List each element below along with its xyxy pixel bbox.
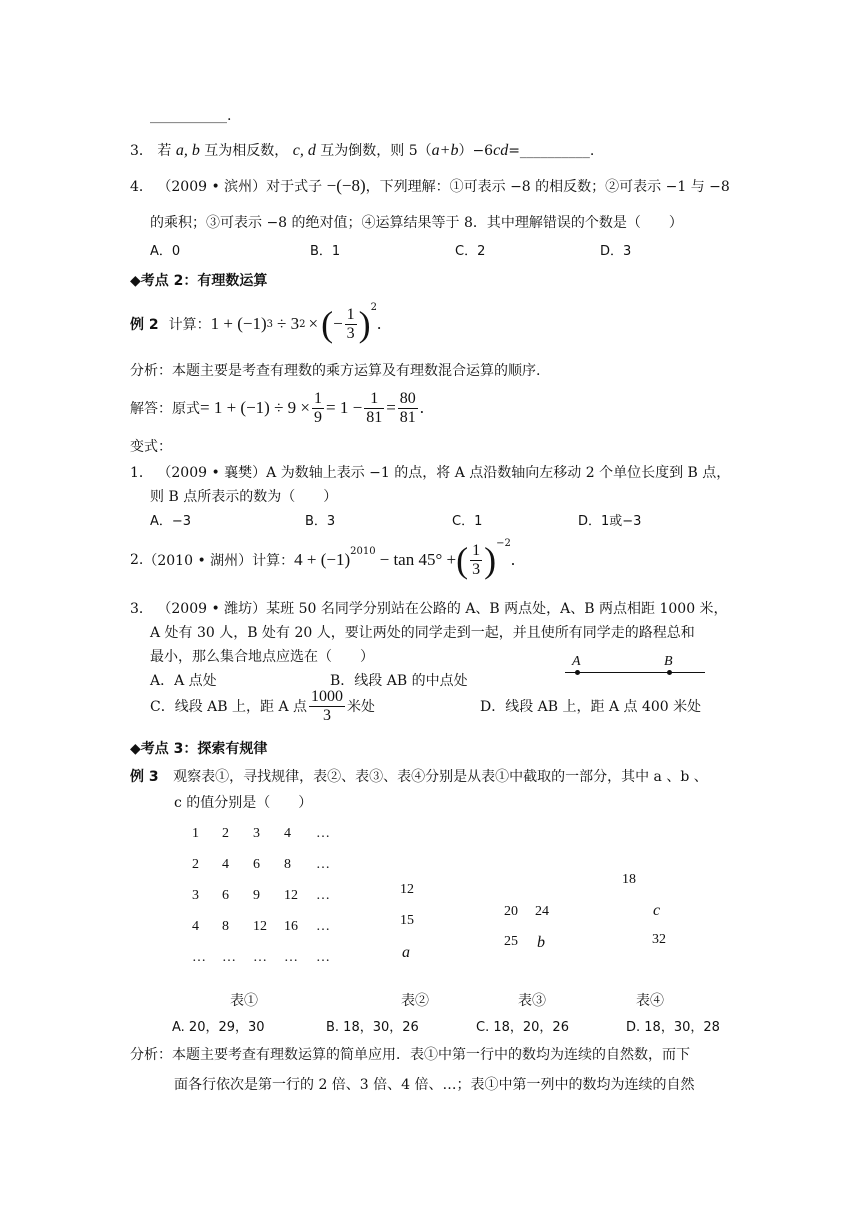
example-label: 例 3 (130, 769, 159, 785)
table-label-2: 表② (401, 993, 429, 1009)
q3-blank: =__________. (508, 143, 595, 159)
numerator: 1 (346, 305, 355, 323)
table1-cell: … (316, 950, 330, 965)
table3-cell: 24 (535, 904, 549, 919)
question-number: 1． (130, 465, 153, 481)
table3-cell: b (537, 934, 545, 951)
v3-option-c-text: 米处 (347, 699, 376, 715)
example-2 (130, 302, 381, 346)
table-label-1: 表① (230, 993, 258, 1009)
solution-label: 解答：原式 (130, 401, 200, 417)
table4-cell: 18 (622, 872, 636, 887)
table1-cell: … (316, 888, 330, 903)
table-label-4: 表④ (636, 993, 664, 1009)
numerator: 1 (364, 390, 384, 409)
point-a-label: A (572, 654, 581, 669)
table1-cell: … (284, 950, 298, 965)
q4-line2: 的乘积；③可表示 −8 的绝对值；④运算结果等于 8．其中理解错误的个数是（ ） (150, 215, 683, 231)
ex2-times: × (308, 314, 319, 333)
v2-fraction (470, 542, 482, 579)
ex2-exp: 2 (299, 318, 306, 330)
variant-3 (130, 598, 728, 618)
v1-option-b: B．3 (305, 514, 336, 529)
ex3-line2: c 的值分别是（ ） (174, 795, 313, 811)
table1-cell: 2 (222, 826, 229, 841)
table2-cell: 12 (400, 882, 414, 897)
table3-cell: 25 (504, 934, 518, 949)
ex2-neg: − (333, 314, 343, 333)
analysis-2: 分析：本题主要是考查有理数的乘方运算及有理数混合运算的顺序. (130, 363, 541, 379)
question-number: 4． (130, 179, 153, 195)
v1-option-d: D．1或−3 (578, 514, 642, 529)
sol2-eq: = (386, 398, 396, 417)
ex3-option-d: D. 18，30，28 (626, 1020, 720, 1035)
sol2-fraction (364, 390, 384, 427)
v3-line1: （2009 • 潍坊）某班 50 名同学分别站在公路的 A、B 两点处，A、B 两点相距 1000 米， (157, 601, 728, 617)
table1-cell: … (253, 950, 267, 965)
table1-cell: 8 (222, 919, 229, 934)
v2-expr: 4 + (−1) (294, 550, 351, 569)
question-number: 2. (130, 552, 144, 568)
variant-2 (130, 538, 515, 582)
table1-cell: 4 (284, 826, 291, 841)
q4-expr: −(−8) (326, 176, 366, 195)
question-4 (130, 176, 730, 196)
number-line (565, 672, 705, 673)
ex2-expr: ÷ 3 (277, 314, 300, 333)
question-number: 3． (130, 601, 153, 617)
v3-fraction (309, 688, 345, 725)
v2-end: . (510, 550, 516, 569)
table1-cell: 4 (222, 857, 229, 872)
v3-line2: A 处有 30 人，B 处有 20 人，要让两处的同学走到一起，并且使所有同学走的路程总和 (150, 625, 695, 641)
table1-cell: … (222, 950, 236, 965)
right-paren: ) (358, 304, 371, 344)
table3-cell: 20 (504, 904, 518, 919)
sol2-expr: = 1 + (−1) ÷ 9 × (200, 398, 311, 417)
v3-option-c-text: C．线段 AB 上，距 A 点 (150, 699, 308, 715)
q4-option-c: C．2 (455, 244, 486, 259)
v2-exp: 2010 (350, 546, 376, 557)
denominator: 81 (366, 408, 383, 426)
table1-cell: … (192, 950, 206, 965)
q4-option-d: D．3 (600, 244, 632, 259)
question-number: 3． (130, 143, 153, 159)
solution-2 (130, 388, 424, 428)
numerator: 80 (399, 389, 416, 407)
v1-line1: （2009 • 襄樊）A 为数轴上表示 −1 的点，将 A 点沿数轴向左移动 2 个单位长度到 B 点， (157, 465, 731, 481)
q3-text: 互为相反数， (204, 143, 289, 159)
table1-cell: 9 (253, 888, 260, 903)
v3-option-a: A．A 点处 (150, 673, 217, 689)
q3-text: 若 (157, 143, 172, 159)
point-b-label: B (664, 654, 673, 669)
q4-option-a: A．0 (150, 244, 181, 259)
ex2-dot: . (377, 314, 382, 333)
v3-option-c (150, 686, 375, 726)
ex2-outer-exp: 2 (370, 302, 378, 313)
q3-text: 互为倒数，则 5（ (320, 143, 432, 159)
analysis-3-line2: 面各行依次是第一行的 2 倍、3 倍、4 倍、…；表①中第一列中的数均为连续的自然 (174, 1077, 695, 1093)
q3-var-cd: c, d (292, 142, 316, 159)
table1-cell: 6 (222, 888, 229, 903)
section-heading-2: ◆考点 2：有理数运算 (130, 273, 268, 289)
section-heading-3: ◆考点 3：探索有规律 (130, 741, 268, 757)
variant-1 (130, 462, 730, 482)
q4-source: （2009 • 滨州）对于式子 (157, 179, 323, 195)
ex3-option-c: C. 18，20，26 (476, 1020, 569, 1035)
numerator: 1000 (311, 687, 344, 705)
point-b-dot (667, 670, 672, 675)
ex3-option-b: B. 18，30，26 (326, 1020, 419, 1035)
example-3 (130, 766, 708, 786)
table2-cell: 15 (400, 913, 414, 928)
sol2-fraction (312, 390, 324, 427)
table1-cell: … (316, 857, 330, 872)
q3-text: ）−6 (458, 143, 494, 159)
v2-outer-exp: −2 (496, 538, 511, 549)
numerator: 1 (472, 541, 481, 559)
left-paren: ( (456, 540, 469, 580)
table1-cell: 3 (192, 888, 199, 903)
numerator: 1 (314, 389, 323, 407)
v2-expr: − tan 45° + (379, 550, 457, 569)
answer-blank: ___________. (150, 108, 232, 124)
sol2-end: . (419, 398, 425, 417)
left-paren: ( (321, 304, 334, 344)
variant-heading: 变式： (130, 439, 172, 455)
table1-cell: 3 (253, 826, 260, 841)
table1-cell: 16 (284, 919, 298, 934)
v3-option-d: D．线段 AB 上，距 A 点 400 米处 (480, 699, 702, 715)
table1-cell: 2 (192, 857, 199, 872)
denominator: 3 (472, 560, 481, 578)
q4-option-b: B．1 (310, 244, 341, 259)
ex2-expr: 1 + (−1) (210, 314, 267, 333)
v2-source: （2010 • 湖州）计算： (143, 553, 295, 569)
example-label: 例 2 (130, 317, 159, 333)
table1-cell: 12 (284, 888, 298, 903)
point-a-dot (575, 670, 580, 675)
q3-var-ab: a, b (175, 142, 200, 159)
denominator: 3 (323, 706, 332, 724)
table2-cell: a (402, 944, 410, 961)
q4-text: ，下列理解：①可表示 −8 的相反数；②可表示 −1 与 −8 (365, 179, 730, 195)
table1-cell: … (316, 919, 330, 934)
question-3 (130, 140, 594, 160)
table-label-3: 表③ (518, 993, 546, 1009)
denominator: 9 (314, 408, 323, 426)
ex3-line1: 观察表①，寻找规律，表②、表③、表④分别是从表①中截取的一部分，其中 a 、b 、 (173, 769, 708, 785)
table1-cell: … (316, 826, 330, 841)
v1-option-a: A．−3 (150, 514, 192, 529)
q3-var: cd (493, 142, 509, 159)
table4-cell: c (653, 902, 661, 919)
table1-cell: 8 (284, 857, 291, 872)
table1-cell: 4 (192, 919, 199, 934)
ex3-option-a: A. 20，29，30 (172, 1020, 265, 1035)
table4-cell: 32 (652, 932, 666, 947)
v3-option-b: B．线段 AB 的中点处 (330, 673, 468, 689)
v3-line3: 最小，那么集合地点应选在（ ） (150, 649, 374, 665)
denominator: 3 (346, 324, 355, 342)
analysis-3-line1: 分析：本题主要考查有理数运算的简单应用．表①中第一行中的数均为连续的自然数，而下 (130, 1047, 690, 1063)
table1-cell: 6 (253, 857, 260, 872)
sol2-fraction (398, 390, 418, 427)
right-paren: ) (484, 540, 497, 580)
v1-option-c: C．1 (452, 514, 483, 529)
denominator: 81 (399, 408, 416, 426)
example-text: 计算： (168, 317, 211, 333)
v1-line2: 则 B 点所表示的数为（ ） (150, 489, 338, 505)
sol2-expr: = 1 − (326, 398, 363, 417)
ex2-exp: 3 (266, 318, 273, 330)
q3-var: a+b (431, 142, 459, 159)
ex2-fraction (345, 306, 357, 343)
table1-cell: 1 (192, 826, 199, 841)
table1-cell: 12 (253, 919, 267, 934)
